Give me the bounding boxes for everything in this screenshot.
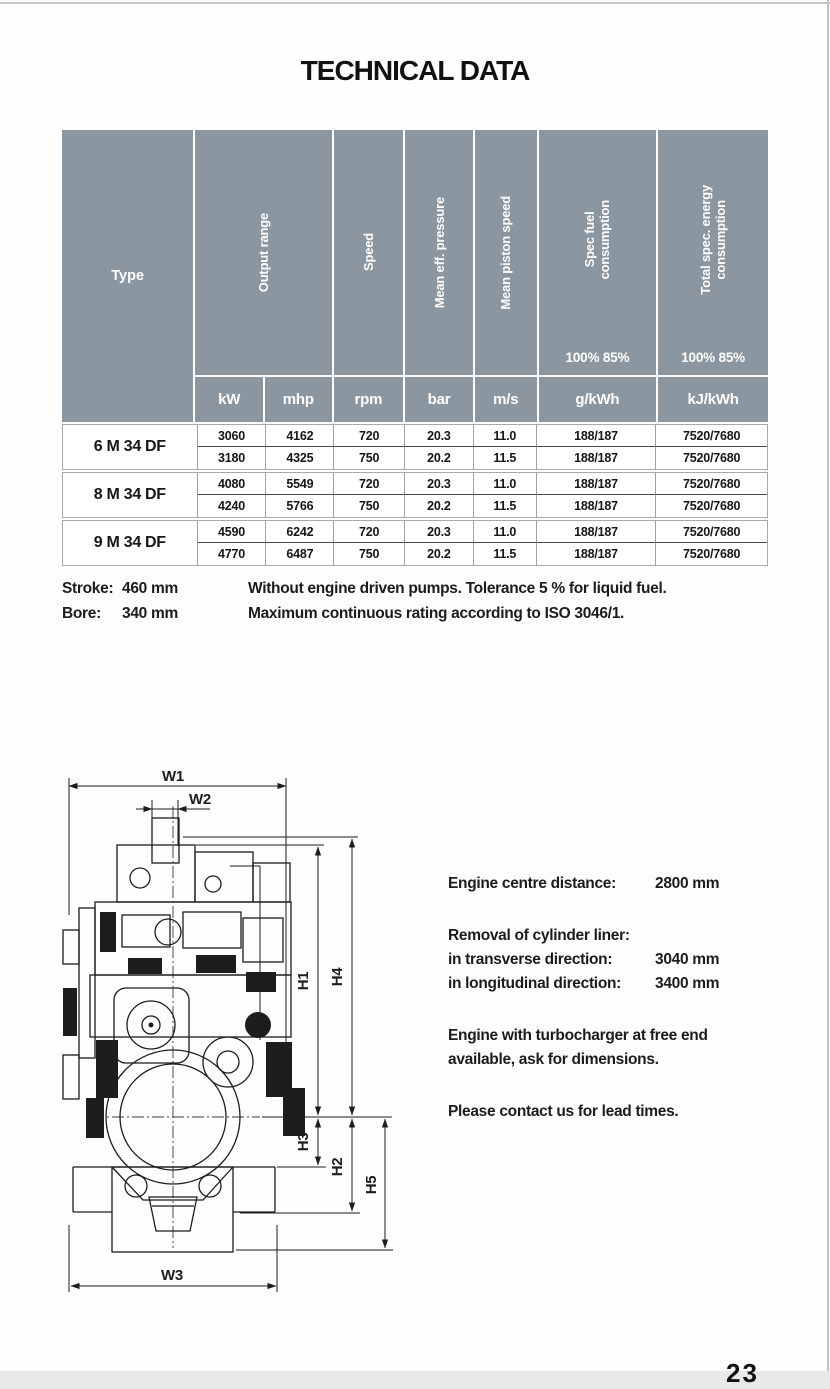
- longitudinal-line: [448, 972, 798, 996]
- dim-label-h4: H4: [329, 967, 346, 987]
- unit-mhp: mhp: [265, 377, 332, 422]
- total-energy-header-wrap: [698, 130, 728, 350]
- stroke-row: [62, 576, 252, 601]
- centre-distance-label: Engine centre distance:: [448, 875, 616, 892]
- table-row-group-8m34df: [62, 472, 768, 518]
- table-cell: 6487: [265, 543, 333, 565]
- table-cell: 20.3: [404, 521, 473, 543]
- col-header-mean-eff-pressure: [405, 130, 473, 375]
- table-cell: 11.0: [473, 425, 536, 447]
- stroke-label: Stroke:: [62, 580, 114, 597]
- transverse-label: in transverse direction:: [448, 951, 613, 968]
- dim-label-h5: H5: [363, 1175, 380, 1195]
- table-cell: 720: [333, 425, 404, 447]
- unit-rpm: rpm: [334, 377, 404, 422]
- dim-label-h2: H2: [329, 1157, 346, 1177]
- table-cell: 7520/7680: [655, 521, 767, 543]
- table-cell: 20.2: [404, 543, 473, 565]
- table-cell: 188/187: [536, 447, 656, 469]
- table-cell: 5549: [265, 473, 333, 495]
- table-cell: 4240: [197, 495, 266, 517]
- table-cell: 20.3: [404, 473, 473, 495]
- dim-label-w3: W3: [161, 1267, 183, 1284]
- rating-note: Maximum continuous rating according to ISO 3046/1.: [248, 605, 625, 622]
- unit-gkwh: g/kWh: [539, 377, 657, 422]
- centre-distance-line: [448, 872, 798, 896]
- dim-label-h1: H1: [295, 971, 312, 991]
- col-header-speed-label: Speed: [360, 233, 376, 272]
- table-cell: 720: [333, 473, 404, 495]
- col-header-type-label: Type: [111, 268, 145, 284]
- total-energy-line2: consumption: [713, 200, 729, 280]
- engine-outline: [63, 818, 305, 1138]
- table-cell: 750: [333, 447, 404, 469]
- table-cell: 4590: [197, 521, 266, 543]
- table-cell: 720: [333, 521, 404, 543]
- tolerance-note: Without engine driven pumps. Tolerance 5 % for liquid fuel.: [248, 580, 667, 597]
- page-edge-right: [827, 0, 829, 1371]
- total-energy-line1: Total spec. energy: [698, 185, 714, 295]
- bore-value: 340 mm: [122, 605, 178, 622]
- col-header-mean-piston-speed-label: Mean piston speed: [498, 195, 514, 310]
- table-row-group-6m34df: [62, 424, 768, 470]
- table-cell: 188/187: [536, 495, 656, 517]
- turbo-line1: Engine with turbocharger at free end: [448, 1027, 708, 1044]
- table-cell: 4770: [197, 543, 266, 565]
- contact-group: [448, 1100, 798, 1124]
- table-cell: 750: [333, 543, 404, 565]
- centre-distance-group: [448, 872, 798, 896]
- table-cell: 11.5: [473, 543, 536, 565]
- page-title: TECHNICAL DATA: [300, 55, 530, 86]
- spec-fuel-line2: consumption: [597, 200, 613, 280]
- unit-bar: bar: [405, 377, 473, 422]
- spec-fuel-line1: Spec fuel: [582, 212, 598, 268]
- table-cell: 750: [333, 495, 404, 517]
- table-cell: 6242: [265, 521, 333, 543]
- rating-notes: [248, 576, 667, 626]
- col-header-mean-eff-pressure-label: Mean eff. pressure: [431, 196, 447, 309]
- transverse-value: 3040 mm: [655, 951, 720, 968]
- stroke-bore-notes: [62, 576, 252, 626]
- col-header-total-energy-label: [698, 185, 728, 295]
- page-number: 23: [726, 1358, 759, 1388]
- table-cell: 7520/7680: [655, 473, 767, 495]
- engine-foundation: [73, 1167, 275, 1252]
- table-cell: 20.2: [404, 495, 473, 517]
- bore-row: [62, 601, 252, 626]
- table-cell: 7520/7680: [655, 425, 767, 447]
- dimension-info-text: [448, 872, 798, 1152]
- dim-label-w1: W1: [162, 768, 184, 785]
- table-cell: 5766: [265, 495, 333, 517]
- table-cell: 11.0: [473, 473, 536, 495]
- table-body: [62, 424, 768, 566]
- longitudinal-label: in longitudinal direction:: [448, 975, 622, 992]
- bore-label: Bore:: [62, 605, 101, 622]
- dim-label-w2: W2: [189, 791, 211, 808]
- table-cell: 4162: [265, 425, 333, 447]
- turbo-line2: available, ask for dimensions.: [448, 1051, 659, 1068]
- table-cell: 188/187: [536, 425, 656, 447]
- col-header-output-range: [195, 130, 331, 375]
- col-header-spec-fuel-consumption: [539, 130, 657, 375]
- transverse-line: [448, 948, 798, 972]
- table-cell: 188/187: [536, 521, 656, 543]
- table-cell: 188/187: [536, 543, 656, 565]
- table-cell: 7520/7680: [655, 543, 767, 565]
- table-cell: 4325: [265, 447, 333, 469]
- stroke-value: 460 mm: [122, 580, 178, 597]
- spec-fuel-header-wrap: [582, 130, 612, 350]
- page-edge-top: [0, 2, 830, 4]
- unit-kw: kW: [195, 377, 263, 422]
- turbocharger-group: [448, 1024, 798, 1072]
- col-header-total-spec-energy: [658, 130, 768, 375]
- table-cell: 188/187: [536, 473, 656, 495]
- col-header-mean-piston-speed: [475, 130, 537, 375]
- col-header-speed: [334, 130, 404, 375]
- liner-title-line: Removal of cylinder liner:: [448, 927, 630, 944]
- table-row-group-9m34df: [62, 520, 768, 566]
- technical-data-table: [62, 130, 768, 568]
- col-header-spec-fuel-label: [582, 200, 612, 279]
- table-cell: 4080: [197, 473, 266, 495]
- table-cell: 11.0: [473, 521, 536, 543]
- table-cell: 7520/7680: [655, 447, 767, 469]
- col-header-output-range-label: Output range: [255, 212, 271, 293]
- table-cell: 3060: [197, 425, 266, 447]
- dim-label-h3: H3: [295, 1132, 312, 1152]
- table-cell: 3180: [197, 447, 266, 469]
- total-energy-load-points: 100% 85%: [681, 350, 745, 365]
- engine-dimension-drawing: [45, 755, 415, 1310]
- engine-type: 8 M 34 DF: [93, 486, 166, 503]
- table-cell: 7520/7680: [655, 495, 767, 517]
- unit-ms: m/s: [475, 377, 537, 422]
- contact-line: Please contact us for lead times.: [448, 1103, 679, 1120]
- centre-distance-value: 2800 mm: [655, 875, 720, 892]
- table-cell: 20.3: [404, 425, 473, 447]
- table-cell: 11.5: [473, 447, 536, 469]
- engine-type: 6 M 34 DF: [93, 438, 166, 455]
- table-header: [62, 130, 768, 422]
- table-cell: 11.5: [473, 495, 536, 517]
- unit-kjkwh: kJ/kWh: [658, 377, 768, 422]
- longitudinal-value: 3400 mm: [655, 975, 720, 992]
- cylinder-liner-group: [448, 924, 798, 996]
- spec-fuel-load-points: 100% 85%: [565, 350, 630, 365]
- engine-type: 9 M 34 DF: [93, 534, 166, 551]
- col-header-type: [62, 130, 193, 422]
- table-cell: 20.2: [404, 447, 473, 469]
